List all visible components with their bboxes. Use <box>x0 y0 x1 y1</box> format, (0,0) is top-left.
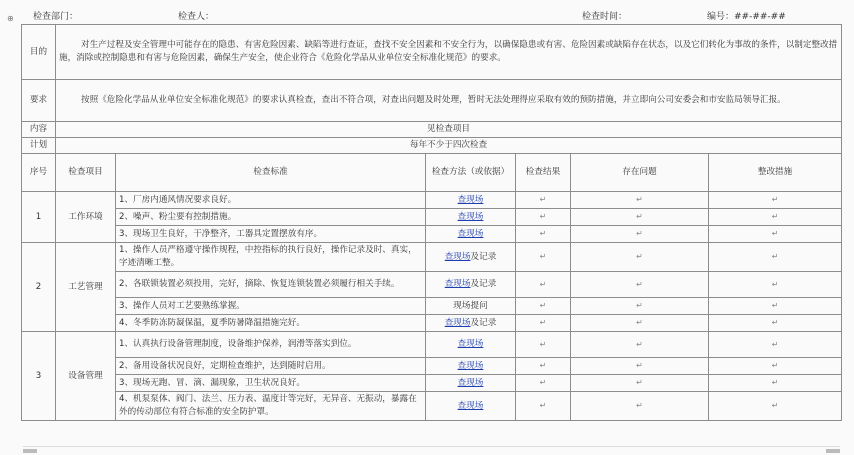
cell-end-mark: ↵ <box>771 339 779 349</box>
measure-cell[interactable] <box>709 272 842 298</box>
cell-end-mark: ↵ <box>636 378 643 387</box>
cell-end-mark: ↵ <box>771 195 779 204</box>
problem-cell[interactable] <box>571 209 709 226</box>
standard-cell: 3、现场无跑、冒、滴、漏现象，卫生状况良好。 <box>116 375 426 392</box>
number-value: ##-##-## <box>734 12 786 22</box>
result-cell[interactable] <box>516 243 571 272</box>
col-measure: 整改措施 <box>709 154 842 192</box>
measure-cell[interactable] <box>709 375 842 392</box>
cell-end-mark: ↵ <box>771 378 779 387</box>
method-cell <box>426 272 516 298</box>
number-field <box>707 9 786 25</box>
method-link[interactable]: 查现场 <box>457 211 484 222</box>
cell-end-mark: ↵ <box>636 361 643 370</box>
cell-end-mark: ↵ <box>771 279 779 289</box>
group-number: 2 <box>22 243 56 332</box>
standard-cell: 4、冬季防冻防凝保温，夏季防暑降温措施完好。 <box>116 315 426 332</box>
table-row <box>22 392 842 421</box>
problem-cell[interactable] <box>571 226 709 243</box>
group-item: 工艺管理 <box>56 243 116 332</box>
problem-cell[interactable] <box>571 375 709 392</box>
inspection-table <box>21 24 842 421</box>
method-link[interactable]: 查现场 <box>457 228 484 239</box>
result-cell[interactable] <box>516 298 571 315</box>
method-link[interactable]: 查现场 <box>444 317 471 328</box>
cell-end-mark: ↵ <box>636 301 643 310</box>
method-suffix: 及记录 <box>470 251 497 262</box>
footer-handle-left[interactable] <box>23 449 37 453</box>
table-row <box>22 226 842 243</box>
method-suffix: 及记录 <box>470 317 497 328</box>
col-no: 序号 <box>22 154 56 192</box>
measure-cell[interactable] <box>709 192 842 209</box>
table-row <box>22 272 842 298</box>
inspector-label: 检查人： <box>178 12 215 22</box>
problem-cell[interactable] <box>571 332 709 358</box>
table-row <box>22 332 842 358</box>
measure-cell[interactable] <box>709 243 842 272</box>
requirement-row <box>22 80 842 122</box>
method-cell <box>426 315 516 332</box>
method-link[interactable]: 查现场 <box>457 400 484 411</box>
table-row <box>22 375 842 392</box>
problem-cell[interactable] <box>571 392 709 421</box>
content-row <box>22 122 842 138</box>
method-suffix: 及记录 <box>470 279 497 289</box>
cell-end-mark: ↵ <box>771 229 779 238</box>
plan-label: 计划 <box>22 138 56 154</box>
cell-end-mark: ↵ <box>539 229 547 238</box>
standard-cell: 2、备用设备状况良好，定期检查维护，达到随时启用。 <box>116 358 426 375</box>
method-suffix: 现场提问 <box>453 300 488 311</box>
cell-end-mark: ↵ <box>636 212 643 221</box>
table-row <box>22 209 842 226</box>
cell-end-mark: ↵ <box>636 339 643 349</box>
measure-cell[interactable] <box>709 298 842 315</box>
method-cell <box>426 209 516 226</box>
method-link[interactable]: 查现场 <box>457 360 484 371</box>
col-method: 检查方法（或依据） <box>426 154 516 192</box>
method-cell <box>426 226 516 243</box>
method-link[interactable]: 查现场 <box>457 339 484 349</box>
problem-cell[interactable] <box>571 298 709 315</box>
footer-handle-right[interactable] <box>826 449 840 453</box>
problem-cell[interactable] <box>571 358 709 375</box>
standard-cell: 3、现场卫生良好，干净整齐，工器具定置摆放有序。 <box>116 226 426 243</box>
content-label: 内容 <box>22 122 56 138</box>
problem-cell[interactable] <box>571 272 709 298</box>
table-anchor-icon[interactable]: ⊕ <box>7 14 14 23</box>
table-row <box>22 298 842 315</box>
result-cell[interactable] <box>516 272 571 298</box>
dept-label: 检查部门： <box>33 12 79 22</box>
cell-end-mark: ↵ <box>539 279 547 289</box>
measure-cell[interactable] <box>709 392 842 421</box>
standard-cell: 2、各联锁装置必须投用，完好，摘除、恢复连锁装置必须履行相关手续。 <box>116 272 426 298</box>
cell-end-mark: ↵ <box>771 301 779 310</box>
cell-end-mark: ↵ <box>636 195 643 204</box>
result-cell[interactable] <box>516 332 571 358</box>
col-result: 检查结果 <box>516 154 571 192</box>
cell-end-mark: ↵ <box>539 339 547 349</box>
table-row <box>22 315 842 332</box>
cell-end-mark: ↵ <box>771 252 779 261</box>
group-item: 工作环境 <box>56 192 116 243</box>
problem-cell[interactable] <box>571 243 709 272</box>
result-cell[interactable] <box>516 392 571 421</box>
col-item: 检查项目 <box>56 154 116 192</box>
column-header-row <box>22 154 842 192</box>
standard-cell: 1、厂房内通风情况要求良好。 <box>116 192 426 209</box>
content-text: 见检查项目 <box>56 122 842 138</box>
method-link[interactable]: 查现场 <box>457 194 484 205</box>
standard-cell: 2、噪声、粉尘要有控制措施。 <box>116 209 426 226</box>
purpose-label: 目的 <box>22 25 56 80</box>
method-cell <box>426 298 516 315</box>
number-label: 编号： <box>707 12 735 22</box>
plan-row <box>22 138 842 154</box>
cell-end-mark: ↵ <box>539 195 547 204</box>
result-cell[interactable] <box>516 226 571 243</box>
cell-end-mark: ↵ <box>539 318 547 327</box>
method-cell <box>426 332 516 358</box>
method-cell <box>426 243 516 272</box>
result-cell[interactable] <box>516 192 571 209</box>
requirement-label: 要求 <box>22 80 56 122</box>
table-row <box>22 358 842 375</box>
result-cell[interactable] <box>516 358 571 375</box>
method-cell <box>426 358 516 375</box>
group-number: 3 <box>22 332 56 421</box>
cell-end-mark: ↵ <box>636 318 643 327</box>
standard-cell: 3、操作人员对工艺要熟练掌握。 <box>116 298 426 315</box>
cell-end-mark: ↵ <box>636 229 643 238</box>
problem-cell[interactable] <box>571 192 709 209</box>
plan-text: 每年不少于四次检查 <box>56 138 842 154</box>
measure-cell[interactable] <box>709 315 842 332</box>
cell-end-mark: ↵ <box>539 212 547 221</box>
purpose-text: 对生产过程及安全管理中可能存在的隐患、有害危险因素、缺陷等进行查证，查找不安全因素和不安全行为，以确保隐患或有害、危险因素或缺陷存在状态，以及它们转化为事故的条件，以制定整改措施，消除或控制隐患和有害与危险因素，确保生产安全，使企业符合《危险化学品从业单位安全标准化规范》的要求。 <box>56 25 842 80</box>
method-cell <box>426 375 516 392</box>
result-cell[interactable] <box>516 315 571 332</box>
method-cell <box>426 392 516 421</box>
result-cell[interactable] <box>516 209 571 226</box>
group-number: 1 <box>22 192 56 243</box>
standard-cell: 4、机泵泵体、阀门、法兰、压力表、温度计等完好，无异音、无振动，暴露在外的传动部位有符合标准的安全防护罩。 <box>116 392 426 421</box>
measure-cell[interactable] <box>709 226 842 243</box>
time-label: 检查时间： <box>582 12 628 22</box>
result-cell[interactable] <box>516 375 571 392</box>
problem-cell[interactable] <box>571 315 709 332</box>
cell-end-mark: ↵ <box>636 279 643 289</box>
cell-end-mark: ↵ <box>539 361 547 370</box>
cell-end-mark: ↵ <box>771 361 779 370</box>
cell-end-mark: ↵ <box>636 401 643 410</box>
standard-cell: 1、认真执行设备管理制度，设备维护保养，润滑等落实到位。 <box>116 332 426 358</box>
cell-end-mark: ↵ <box>771 212 779 221</box>
method-link[interactable]: 查现场 <box>444 279 471 289</box>
cell-end-mark: ↵ <box>771 318 779 327</box>
measure-cell[interactable] <box>709 209 842 226</box>
cell-end-mark: ↵ <box>771 401 779 410</box>
method-cell <box>426 192 516 209</box>
cell-end-mark: ↵ <box>539 378 547 387</box>
col-standard: 检查标准 <box>116 154 426 192</box>
cell-end-mark: ↵ <box>539 252 547 261</box>
method-link[interactable]: 查现场 <box>457 377 484 388</box>
measure-cell[interactable] <box>709 358 842 375</box>
measure-cell[interactable] <box>709 332 842 358</box>
group-item: 设备管理 <box>56 332 116 421</box>
requirement-text: 按照《危险化学品从业单位安全标准化规范》的要求认真检查，查出不符合项，对查出问题及时处理，暂时无法处理得应采取有效的预防措施，并立即向公司安委会和市安监局领导汇报。 <box>56 80 842 122</box>
cell-end-mark: ↵ <box>636 252 643 261</box>
col-problem: 存在问题 <box>571 154 709 192</box>
method-link[interactable]: 查现场 <box>444 251 471 262</box>
table-row <box>22 243 842 272</box>
purpose-row <box>22 25 842 80</box>
standard-cell: 1、操作人员严格遵守操作规程，中控指标的执行良好，操作记录及时、真实，字迹清晰工整。 <box>116 243 426 272</box>
table-row <box>22 192 842 209</box>
cell-end-mark: ↵ <box>539 301 547 310</box>
cell-end-mark: ↵ <box>539 401 547 410</box>
